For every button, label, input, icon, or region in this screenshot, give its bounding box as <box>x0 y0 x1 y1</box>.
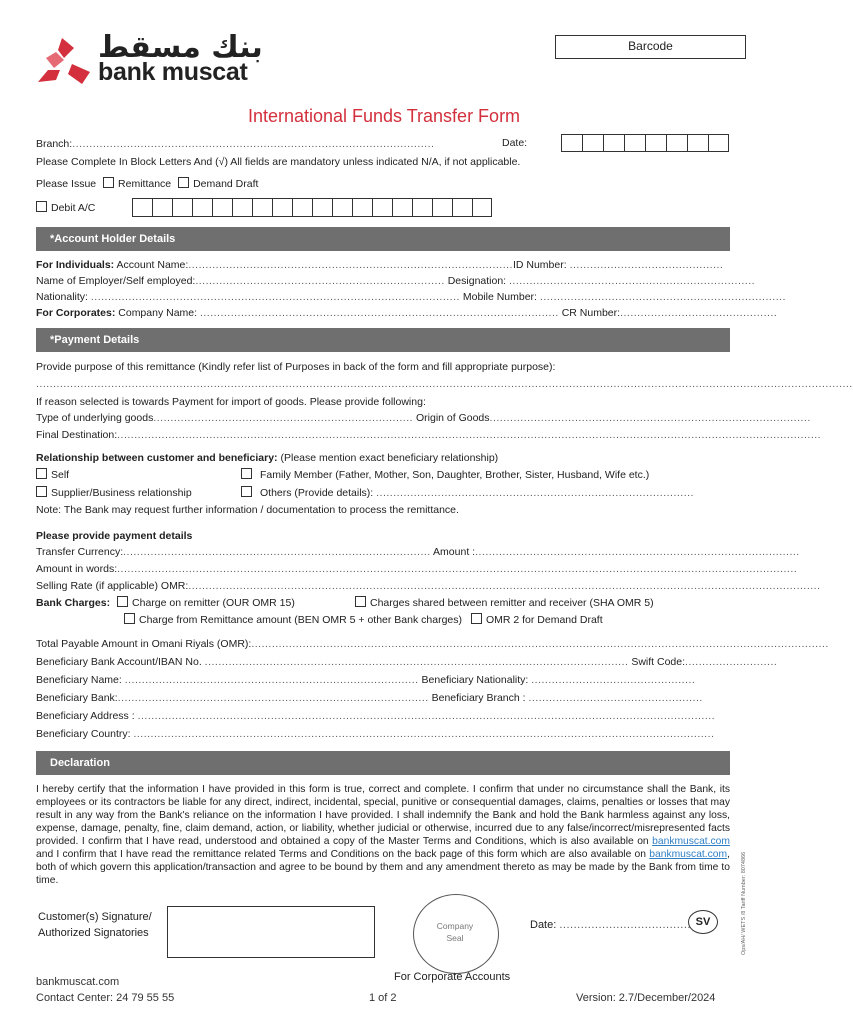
purpose-label: Provide purpose of this remittance (Kindly refer list of Purposes in back of the form and fill appropriate purpose): <box>36 361 556 373</box>
branch-line[interactable]: Branch:.......................................................................................................... <box>36 138 435 150</box>
charge-dd-checkbox[interactable] <box>471 613 482 624</box>
instructions: Please Complete In Block Letters And (√) All fields are mandatory unless indicated N/A, if not applicable. <box>36 156 521 168</box>
declaration-link-1[interactable]: bankmuscat.com <box>652 836 730 847</box>
others-checkbox[interactable] <box>241 486 252 497</box>
signature-label: Customer(s) Signature/ Authorized Signatories <box>38 911 152 939</box>
selling-rate-row[interactable]: Selling Rate (if applicable) OMR:......................................................................................................................................................................................... <box>36 580 821 592</box>
debit-ac-row: Debit A/C <box>36 201 728 215</box>
charge-ben-option: Charge from Remittance amount (BEN OMR 5 + other Bank charges) OMR 2 for Demand Draft <box>124 613 603 626</box>
individual-row[interactable]: For Individuals: Account Name:...............................................................................................ID Number: ............................................. <box>36 259 724 271</box>
self-checkbox[interactable] <box>36 468 47 479</box>
charge-our-checkbox[interactable] <box>117 596 128 607</box>
barcode-box <box>555 35 746 59</box>
ben-name-row[interactable]: Beneficiary Name: ...................................................................................... Beneficiary Nationality: ................................................ <box>36 674 696 686</box>
date-cells[interactable] <box>561 134 729 152</box>
payment-details-heading: Please provide payment details <box>36 530 193 542</box>
charge-sha-checkbox[interactable] <box>355 596 366 607</box>
rel-row-2: Supplier/Business relationship <box>36 486 728 500</box>
footer-contact: Contact Center: 24 79 55 55 <box>36 992 175 1004</box>
others-option[interactable]: Others (Provide details): ............................................................................................. <box>241 486 729 499</box>
please-issue-row: Please Issue Remittance Demand Draft <box>36 178 259 190</box>
goods-row[interactable]: Type of underlying goods............................................................................ Origin of Goods.............................................................................................. <box>36 412 811 424</box>
date-label: Date: <box>502 137 528 149</box>
debit-ac-cells[interactable] <box>132 198 492 217</box>
ben-account-row[interactable]: Beneficiary Bank Account/IBAN No. ............................................................................................................................ Swift Code:........................... <box>36 656 778 668</box>
purpose-field[interactable]: ............................................................................................................................................................................................................................................... <box>36 378 853 390</box>
ben-address-row[interactable]: Beneficiary Address : ......................................................................................................................................................................... <box>36 710 716 722</box>
demand-draft-checkbox[interactable] <box>178 177 189 188</box>
nationality-row[interactable]: Nationality: ............................................................................................................ Mobile Number: ........................................................................ <box>36 291 786 303</box>
remittance-checkbox[interactable] <box>103 177 114 188</box>
signature-box[interactable] <box>167 906 375 958</box>
ben-country-row[interactable]: Beneficiary Country: .......................................................................................................................................................................... <box>36 728 715 740</box>
side-code: Ops/AH/ WETS /8 Tariff Number: 8074866 <box>741 851 747 955</box>
logo-arabic: بنك مسقط <box>98 30 263 65</box>
barcode-label: Barcode <box>628 39 673 53</box>
employer-row[interactable]: Name of Employer/Self employed:......................................................................... Designation: ........................................................................ <box>36 275 756 287</box>
corporate-row[interactable]: For Corporates: Company Name: ......................................................................................................... CR Number:.............................................. <box>36 307 778 319</box>
relationship-heading: Relationship between customer and beneficiary: (Please mention exact beneficiary relationship) <box>36 452 499 464</box>
declaration-link-2[interactable]: bankmuscat.com <box>649 849 728 860</box>
charge-sha-option: Charges shared between remitter and receiver (SHA OMR 5) <box>355 596 654 609</box>
footer-version: Version: 2.7/December/2024 <box>576 992 716 1004</box>
logo-english: bank muscat <box>98 58 248 86</box>
bank-charges-row: Bank Charges: Charge on remitter (OUR OMR 15) <box>36 597 295 609</box>
bank-logo-mark-icon <box>34 34 94 90</box>
form-title: International Funds Transfer Form <box>247 106 521 126</box>
total-payable-row[interactable]: Total Payable Amount in Omani Riyals (OMR):......................................................................................................................................................................... <box>36 638 829 650</box>
sv-stamp: SV <box>688 910 718 934</box>
account-holder-header: *Account Holder Details <box>36 227 730 251</box>
footer-page: 1 of 2 <box>369 992 397 1004</box>
footer-website: bankmuscat.com <box>36 976 120 988</box>
currency-row[interactable]: Transfer Currency:.......................................................................................... Amount :............................................................................................... <box>36 546 800 558</box>
amount-words-row[interactable]: Amount in words:....................................................................................................................................................................................................... <box>36 563 798 575</box>
supplier-checkbox[interactable] <box>36 486 47 497</box>
bank-note: Note: The Bank may request further information / documentation to process the remittance. <box>36 504 459 516</box>
final-destination-row[interactable]: Final Destination:.............................................................................................................................................................................................................. <box>36 429 822 441</box>
bank-logo <box>34 30 264 90</box>
company-seal-label: Company Seal <box>436 921 474 943</box>
declaration-header: Declaration <box>36 751 730 775</box>
signature-date-row[interactable]: Date: ..................................... <box>530 919 691 931</box>
ben-bank-row[interactable]: Beneficiary Bank:........................................................................................... Beneficiary Branch : ................................................... <box>36 692 703 704</box>
debit-ac-checkbox[interactable] <box>36 201 47 212</box>
rel-row-1: Self <box>36 468 728 482</box>
declaration-text: I hereby certify that the information I have provided in this form is true, correct and complete. I confirm that under no circumstance shall the Bank, its employees or its contractors be liable for any direct, indirect, incidental, special, punitive or consequential damages, claims, penalties or losses that may result in any way from the Bank's reliance on the information I have provided. I shall indemnify the Bank and hold the Bank harmless against any loss, expense, damage, penalty, fine, claim demand, action, or liability, whether judicial or otherwise, incurred due to any false/incorrect/misrepresented facts provided. I confirm that I have read, understood and obtained a copy of the Master Terms and Conditions, which is also available on bankmuscat.com and I confirm that I have read the remittance related Terms and Conditions on the back page of this form which are also available on bankmuscat.com, both of which govern this application/transaction and agree to be bound by them and any amendment thereto as may be made by the Bank from time to time. <box>36 784 730 886</box>
corporate-accounts-label: For Corporate Accounts <box>394 971 511 983</box>
import-note: If reason selected is towards Payment for import of goods. Please provide following: <box>36 396 426 408</box>
charge-ben-checkbox[interactable] <box>124 613 135 624</box>
payment-details-header: *Payment Details <box>36 328 730 352</box>
family-option: Family Member (Father, Mother, Son, Daughter, Brother, Sister, Husband, Wife etc.) <box>241 468 649 481</box>
family-checkbox[interactable] <box>241 468 252 479</box>
